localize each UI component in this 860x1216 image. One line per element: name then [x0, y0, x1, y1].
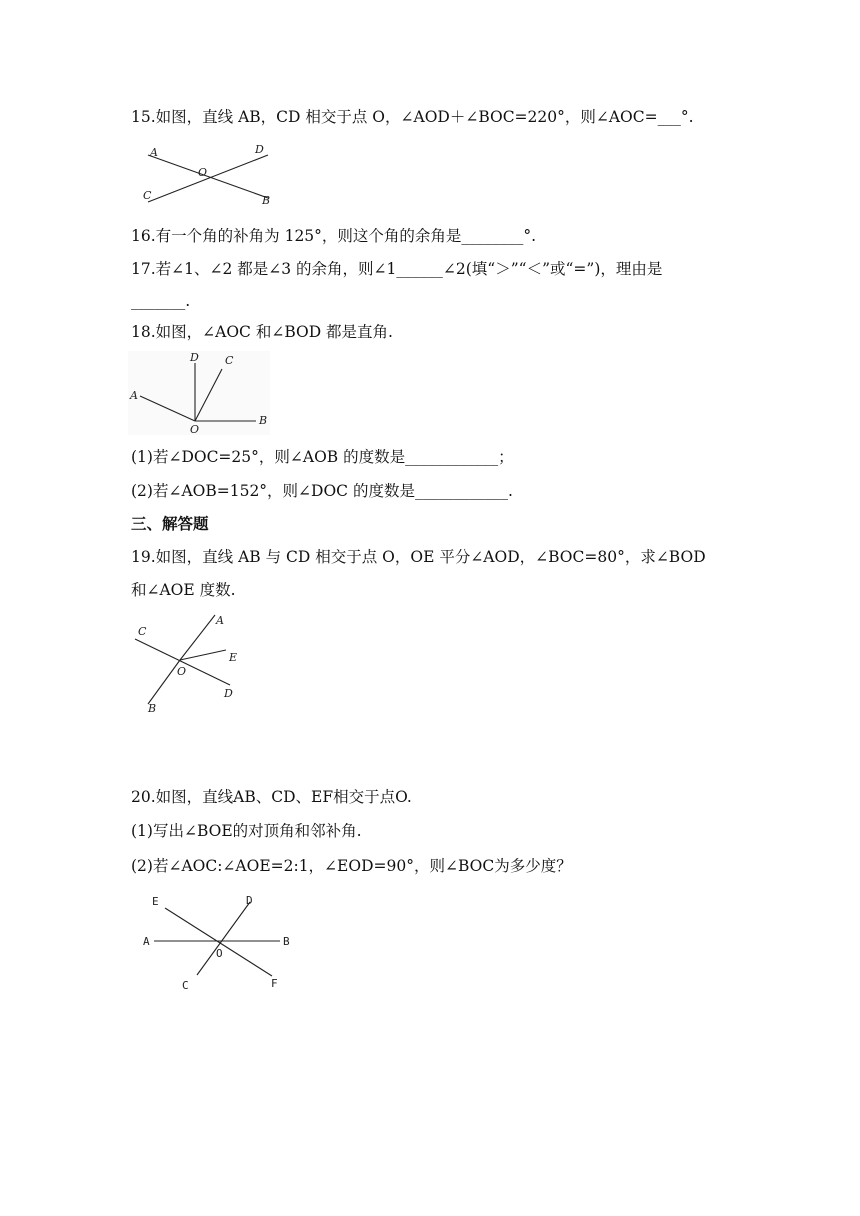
question-18-sub2: (2)若∠AOB=152°，则∠DOC 的度数是____________. [131, 482, 513, 500]
label-o: O [216, 947, 223, 960]
question-17-line1: 17.若∠1、∠2 都是∠3 的余角，则∠1______∠2(填“＞”“＜”或“=”)，理由是 [131, 260, 663, 278]
question-19-line2: 和∠AOE 度数. [131, 581, 236, 599]
question-20-text: 20.如图，直线AB、CD、EF相交于点O. [131, 788, 412, 806]
label-c: C [182, 979, 189, 992]
label-d: D [190, 351, 199, 364]
label-d: D [224, 687, 233, 700]
label-c: C [143, 189, 152, 202]
label-b: B [262, 194, 271, 207]
label-d: D [246, 894, 253, 907]
question-15-text: 15.如图，直线 AB，CD 相交于点 O，∠AOD＋∠BOC=220°，则∠AOC=___°. [131, 108, 694, 126]
label-a: A [150, 146, 158, 159]
label-b: B [259, 414, 268, 427]
figure-q18 [128, 351, 273, 436]
label-b: B [148, 702, 157, 715]
label-f: F [271, 977, 278, 990]
question-17-line2: _______. [131, 292, 191, 310]
figure-q15 [138, 138, 288, 208]
question-16-text: 16.有一个角的补角为 125°，则这个角的余角是________°. [131, 227, 537, 245]
section-title: 三、解答题 [131, 515, 209, 533]
question-20-sub2: (2)若∠AOC:∠AOE=2:1，∠EOD=90°，则∠BOC为多少度？ [131, 857, 572, 875]
label-a: A [130, 389, 138, 402]
label-e: E [152, 895, 159, 908]
question-20-sub1: (1)写出∠BOE的对顶角和邻补角. [131, 822, 362, 840]
label-o: O [177, 665, 187, 678]
question-18-sub1: (1)若∠DOC=25°，则∠AOB 的度数是____________； [131, 448, 514, 466]
label-o: O [198, 166, 208, 179]
label-e: E [229, 651, 238, 664]
question-19-line1: 19.如图，直线 AB 与 CD 相交于点 O，OE 平分∠AOD，∠BOC=80°，求∠BOD [131, 548, 706, 566]
figure-q19 [130, 612, 270, 717]
label-c: C [225, 354, 234, 367]
label-a: A [216, 614, 224, 627]
question-18-text: 18.如图，∠AOC 和∠BOD 都是直角. [131, 323, 393, 341]
label-a: A [143, 935, 150, 948]
label-d: D [255, 143, 264, 156]
label-b: B [283, 935, 290, 948]
label-c: C [138, 625, 147, 638]
figure-q20 [140, 890, 310, 1000]
label-o: O [190, 423, 200, 436]
